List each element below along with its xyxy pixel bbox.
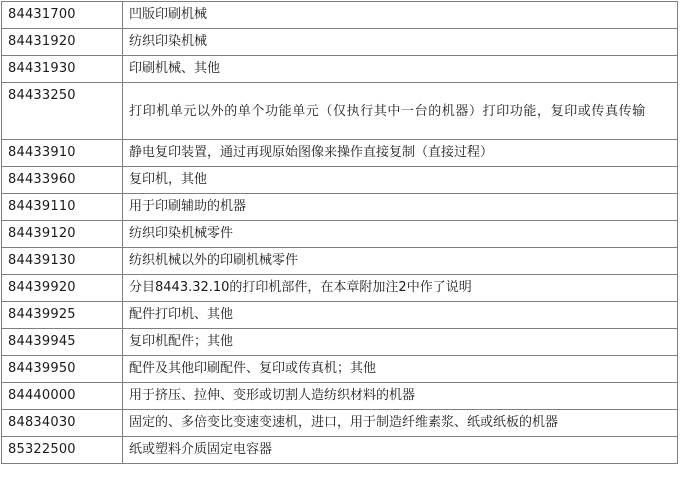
hs-code-cell: 84431930 <box>2 56 123 83</box>
description-cell: 凹版印刷机械 <box>123 2 678 29</box>
hs-code-cell: 84431920 <box>2 29 123 56</box>
description-cell: 复印机，其他 <box>123 167 678 194</box>
table-row <box>2 29 678 56</box>
hs-code-cell: 84834030 <box>2 410 123 437</box>
description-cell: 配件打印机、其他 <box>123 302 678 329</box>
table-row <box>2 383 678 410</box>
table-row <box>2 2 678 29</box>
description-cell: 纺织印染机械 <box>123 29 678 56</box>
table-row <box>2 437 678 464</box>
description-cell: 纸或塑料介质固定电容器 <box>123 437 678 464</box>
table-row <box>2 410 678 437</box>
hs-code-cell: 84439110 <box>2 194 123 221</box>
table-row <box>2 248 678 275</box>
hs-code-cell: 84439120 <box>2 221 123 248</box>
hs-code-table <box>1 1 678 464</box>
table-row <box>2 56 678 83</box>
table-row <box>2 356 678 383</box>
hs-code-cell: 84431700 <box>2 2 123 29</box>
hs-code-cell: 84433960 <box>2 167 123 194</box>
table-row <box>2 329 678 356</box>
table-row <box>2 194 678 221</box>
hs-code-cell: 84439130 <box>2 248 123 275</box>
description-cell: 固定的、多倍变比变速变速机，进口，用于制造纤维素浆、纸或纸板的机器 <box>123 410 678 437</box>
description-cell: 分目8443.32.10的打印机部件，在本章附加注2中作了说明 <box>123 275 678 302</box>
table-row <box>2 302 678 329</box>
description-cell: 纺织印染机械零件 <box>123 221 678 248</box>
description-cell: 复印机配件；其他 <box>123 329 678 356</box>
hs-code-cell: 84433250 <box>2 83 123 140</box>
hs-code-cell: 84439925 <box>2 302 123 329</box>
hs-code-cell: 84433910 <box>2 140 123 167</box>
description-cell: 配件及其他印刷配件、复印或传真机；其他 <box>123 356 678 383</box>
table-row <box>2 140 678 167</box>
hs-code-cell: 84440000 <box>2 383 123 410</box>
hs-code-cell: 84439920 <box>2 275 123 302</box>
table-row <box>2 167 678 194</box>
description-cell: 静电复印装置，通过再现原始图像来操作直接复制（直接过程） <box>123 140 678 167</box>
table-row <box>2 83 678 140</box>
hs-code-cell: 84439950 <box>2 356 123 383</box>
description-cell: 打印机单元以外的单个功能单元（仅执行其中一台的机器）打印功能，复印或传真传输 <box>123 83 678 140</box>
table-row <box>2 221 678 248</box>
description-cell: 印刷机械、其他 <box>123 56 678 83</box>
table-row <box>2 275 678 302</box>
hs-code-cell: 85322500 <box>2 437 123 464</box>
hs-code-cell: 84439945 <box>2 329 123 356</box>
description-cell: 用于印刷辅助的机器 <box>123 194 678 221</box>
description-cell: 用于挤压、拉伸、变形或切割人造纺织材料的机器 <box>123 383 678 410</box>
description-cell: 纺织机械以外的印刷机械零件 <box>123 248 678 275</box>
